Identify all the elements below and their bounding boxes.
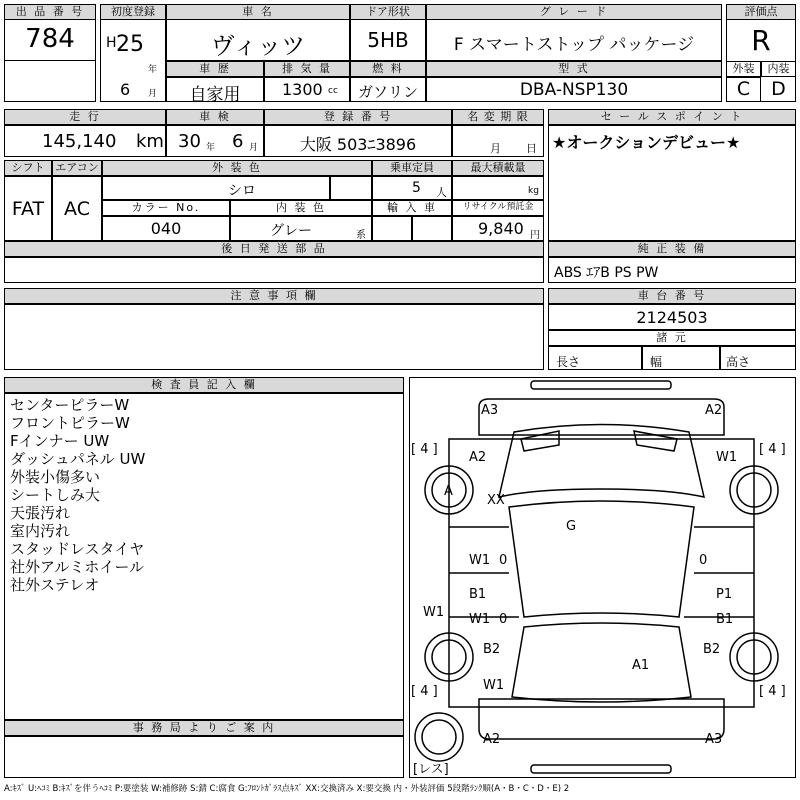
score-label: 評価点 [726, 4, 796, 20]
name-change-month-unit: 月 [490, 142, 501, 155]
caution-label: 注 意 事 項 欄 [4, 288, 544, 304]
import-cell-a [372, 216, 412, 241]
later-parts-label: 後 日 発 送 部 品 [4, 241, 544, 257]
inspection-label: 車 検 [166, 109, 264, 125]
first-reg-era: H [106, 35, 117, 51]
inspector-label: 検 査 員 記 入 欄 [4, 377, 404, 393]
max-load-unit: kg [528, 186, 539, 196]
note-11: 社外ステレオ [10, 576, 100, 594]
first-reg-label: 初度登録 [100, 4, 166, 20]
lot-label: 出 品 番 号 [4, 4, 96, 20]
note-4: ダッシュパネル UW [10, 450, 146, 468]
mark-les: [レス] [413, 762, 449, 777]
mark-w1-l1: W1 [469, 553, 491, 568]
later-parts-cell [4, 257, 544, 283]
aircon: AC [64, 198, 90, 220]
tire-rr: [ 4 ] [759, 684, 786, 699]
note-2: フロントピラーW [10, 414, 130, 432]
mark-xx: XX [487, 493, 505, 508]
mark-w1-r: W1 [716, 450, 738, 465]
color-no: 040 [150, 219, 182, 238]
dims-width: 幅 [650, 355, 663, 369]
recycle-label: リサイクル預託金 [452, 200, 544, 216]
equipment-label: 純 正 装 備 [548, 241, 796, 257]
fuel-label: 燃 料 [350, 61, 426, 77]
name-change-label: 名 変 期 限 [452, 109, 544, 125]
inspection-month: 6 [232, 131, 244, 152]
score-int: D [771, 78, 786, 100]
office-label: 事 務 局 よ り ご 案 内 [4, 720, 404, 736]
mark-zero-2: 0 [699, 553, 708, 568]
name-change-day-unit: 日 [526, 142, 537, 155]
first-reg-month: 6 [120, 80, 131, 99]
car-name-label: 車 名 [166, 4, 350, 20]
shift-label: シフト [4, 160, 52, 176]
inspection-year: 30 [178, 131, 201, 152]
max-load-label: 最大積載量 [452, 160, 544, 176]
mark-zero-3: 0 [499, 612, 508, 627]
mark-a3-br: A3 [705, 732, 723, 747]
chassis-number: 2124503 [636, 308, 708, 327]
dims-label: 諸 元 [548, 330, 796, 346]
mark-b2-r: B2 [703, 642, 721, 657]
shift: FAT [11, 198, 45, 220]
note-3: Fインナー UW [10, 432, 110, 450]
first-reg-month-unit: 月 [148, 89, 158, 99]
mileage-unit: km [136, 131, 164, 152]
mark-a2-r-top: A2 [705, 403, 723, 418]
grade-label: グ レ ー ド [426, 4, 722, 20]
lot-number: 784 [25, 24, 75, 54]
ext-color: シロ [228, 183, 256, 199]
dims-height: 高さ [726, 355, 751, 369]
plate: 大阪 503ﾆ3896 [299, 135, 417, 154]
recycle: 9,840 [478, 219, 524, 238]
legend: A:ｷｽﾞ U:ﾍｺﾐ B:ｷｽﾞを伴うﾍｺﾐ P:要塗装 W:補修跡 S:錆 C:腐食 G:ﾌﾛﾝﾄｶﾞﾗｽ点ｷｽﾞ XX:交換済み X:要交換 内・外装評価 5段階ﾗﾝｸ順(A・B・C・D・E) 2 [4, 784, 570, 794]
mark-a3-l: A3 [481, 403, 499, 418]
note-1: センターピラーW [10, 396, 130, 414]
score: R [751, 24, 771, 57]
displacement: 1300 [282, 80, 323, 99]
fuel: ガソリン [357, 83, 418, 101]
mark-w1-l2: W1 [469, 612, 491, 627]
displacement-label: 排 気 量 [264, 61, 350, 77]
grade: F スマートストップ パッケージ [453, 35, 695, 55]
mark-p1: P1 [716, 587, 733, 602]
mark-b1-l: B1 [469, 587, 487, 602]
mark-a1: A1 [632, 658, 650, 673]
note-6: シートしみ大 [10, 486, 101, 504]
note-10: 社外アルミホイール [10, 558, 145, 576]
office-cell [4, 736, 404, 778]
ext-color-label: 外 装 色 [102, 160, 372, 176]
mark-b1-r: B1 [716, 612, 734, 627]
tire-fl: [ 4 ] [411, 442, 438, 457]
sales-point: ★オークションデビュー★ [552, 133, 741, 152]
score-ext: C [736, 78, 751, 100]
mark-g: G [566, 519, 577, 534]
aircon-label: エアコン [52, 160, 102, 176]
history: 自家用 [189, 85, 241, 105]
displacement-unit: cc [328, 86, 338, 96]
door-type: 5HB [367, 28, 409, 52]
lot-divider [4, 60, 96, 61]
note-5: 外装小傷多い [10, 468, 101, 486]
model-label: 型 式 [426, 61, 722, 77]
int-color: グレー [270, 223, 312, 239]
dims-length: 長さ [556, 355, 581, 369]
equipment: ABS ｴｱB PS PW [554, 265, 659, 281]
car-name: ヴィッツ [210, 32, 306, 60]
door-label: ドア形状 [350, 4, 426, 20]
car-diagram [409, 377, 796, 778]
mark-w1-lside: W1 [423, 605, 445, 620]
chassis-label: 車 台 番 号 [548, 288, 796, 304]
capacity-label: 乗車定員 [372, 160, 452, 176]
caution-cell [4, 304, 544, 370]
inspection-month-unit: 月 [249, 143, 259, 153]
history-label: 車 歴 [166, 61, 264, 77]
tire-fr: [ 4 ] [759, 442, 786, 457]
tire-rl: [ 4 ] [411, 684, 438, 699]
import-cell-b [412, 216, 452, 241]
int-color-unit: 系 [356, 230, 366, 241]
score-int-label: 内装 [761, 61, 796, 77]
inspection-year-unit: 年 [206, 143, 216, 153]
recycle-unit: 円 [530, 230, 540, 241]
mark-b2-l: B2 [483, 642, 501, 657]
note-7: 天張汚れ [10, 504, 71, 522]
mark-zero-1: 0 [499, 553, 508, 568]
note-9: スタッドレスタイヤ [10, 540, 145, 558]
mark-a2-bl: A2 [483, 732, 501, 747]
mark-a2-l: A2 [469, 450, 487, 465]
color-no-label: カラー No. [102, 200, 230, 216]
capacity-unit: 人 [436, 186, 447, 199]
first-reg-year-unit: 年 [148, 65, 158, 75]
mark-w1-l3: W1 [483, 678, 505, 693]
inspector-notes [10, 396, 145, 594]
mileage: 145,140 [42, 131, 117, 152]
int-color-label: 内 装 色 [230, 200, 372, 216]
model: DBA-NSP130 [519, 80, 629, 100]
capacity: 5 [412, 180, 421, 196]
mark-a-wheel: A [444, 484, 453, 499]
first-reg-year: 25 [116, 32, 144, 57]
sales-point-label: セ ー ル ス ポ イ ン ト [548, 109, 796, 125]
note-8: 室内汚れ [10, 522, 71, 540]
mileage-label: 走 行 [4, 109, 166, 125]
score-ext-label: 外装 [726, 61, 761, 77]
plate-label: 登 録 番 号 [264, 109, 452, 125]
import-label: 輸 入 車 [372, 200, 452, 216]
